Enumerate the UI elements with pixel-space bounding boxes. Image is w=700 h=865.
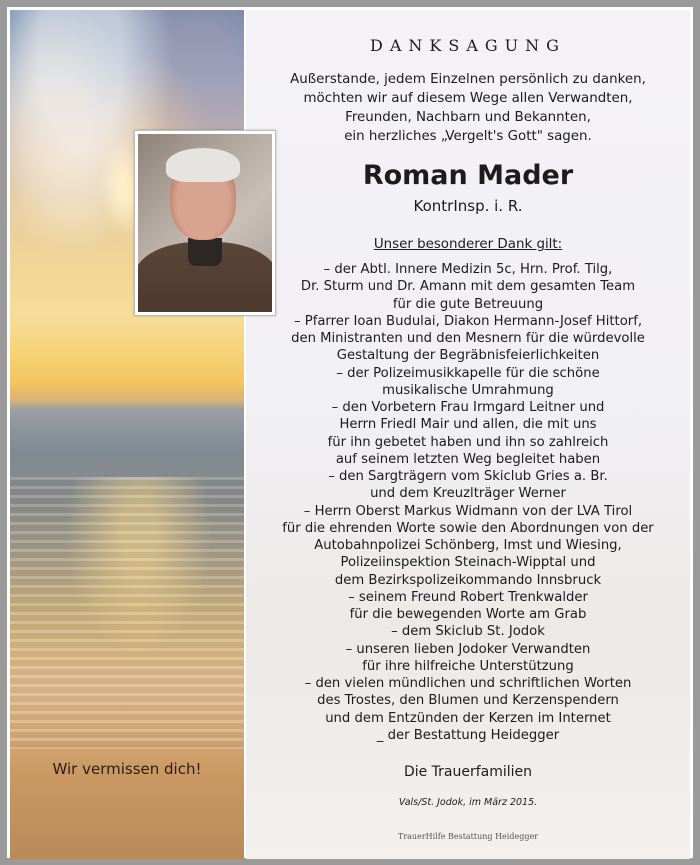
thanks-line: – den Vorbetern Frau Irmgard Leitner und: [331, 400, 605, 415]
intro-line: Außerstande, jedem Einzelnen persönlich zu danken,: [290, 72, 646, 87]
heading-danksagung: DANKSAGUNG: [370, 36, 566, 55]
thanks-line: des Trostes, den Blumen und Kerzenspendern: [317, 693, 619, 709]
intro-line: möchten wir auf diesem Wege allen Verwandten,: [303, 91, 633, 106]
intro-line: Freunden, Nachbarn und Bekannten,: [345, 110, 591, 125]
signature-families: Die Trauerfamilien: [403, 764, 533, 780]
portrait-hair: [166, 148, 240, 182]
portrait-collar: [188, 238, 222, 266]
thanks-line: und dem Entzünden der Kerzen im Internet: [325, 710, 611, 726]
thanks-heading: Unser besonderer Dank gilt:: [373, 237, 563, 252]
thanks-line: Herrn Friedl Mair und allen, die mit uns: [339, 417, 597, 433]
thanks-line: für die bewegenden Worte am Grab: [349, 607, 587, 622]
credit-line: TrauerHilfe Bestattung Heidegger: [398, 832, 538, 841]
thanks-line: – der Abtl. Innere Medizin 5c, Hrn. Prof. Tilg,: [323, 262, 613, 277]
thanks-line: – den vielen mündlichen und schriftlichen Worten: [304, 676, 632, 691]
thanks-line: für die gute Betreuung: [392, 296, 544, 312]
thanks-line: Gestaltung der Begräbnisfeierlichkeiten: [336, 348, 600, 364]
thanks-line: auf seinem letzten Weg begleitet haben: [335, 451, 601, 467]
intro-line: ein herzliches „Vergelt's Gott" sagen.: [344, 129, 592, 144]
thanks-line: – Pfarrer Ioan Budulai, Diakon Hermann-Josef Hittorf,: [293, 313, 643, 329]
thanks-line: für ihn gebetet haben und ihn so zahlreich: [327, 434, 609, 450]
deceased-name: Roman Mader: [362, 160, 574, 191]
thanks-line: – der Polizeimusikkapelle für die schöne: [336, 365, 600, 381]
thanks-line: musikalische Umrahmung: [382, 382, 554, 398]
thanks-line: – den Sargträgern vom Skiclub Gries a. Br.: [328, 469, 608, 484]
deceased-title: KontrInsp. i. R.: [413, 197, 523, 215]
thanks-line: dem Bezirkspolizeikommando Innsbruck: [334, 572, 602, 588]
thanks-line: für die ehrenden Worte sowie den Abordnungen von der: [282, 520, 654, 536]
caption-we-miss-you: Wir vermissen dich!: [52, 760, 202, 778]
thanks-line: – dem Skiclub St. Jodok: [391, 624, 545, 640]
place-date: Vals/St. Jodok, im März 2015.: [398, 797, 538, 808]
thanks-line: und dem Kreuzlträger Werner: [370, 486, 566, 502]
thanks-line: Dr. Sturm und Dr. Amann mit dem gesamten Team: [300, 279, 636, 295]
thanks-line: den Ministranten und den Mesnern für die würdevolle: [291, 331, 645, 346]
thanks-line: _ der Bestattung Heidegger: [376, 727, 560, 743]
thanks-line: Polizeiinspektion Steinach-Wipptal und: [340, 555, 596, 571]
thanks-line: – Herrn Oberst Markus Widmann von der LVA Tirol: [303, 503, 633, 519]
thanks-line: Autobahnpolizei Schönberg, Imst und Wiesing,: [314, 538, 622, 553]
thanks-line: – unseren lieben Jodoker Verwandten: [345, 641, 591, 657]
thanks-line: – seinem Freund Robert Trenkwalder: [348, 589, 588, 605]
thanks-line: für ihre hilfreiche Unterstützung: [362, 658, 574, 674]
